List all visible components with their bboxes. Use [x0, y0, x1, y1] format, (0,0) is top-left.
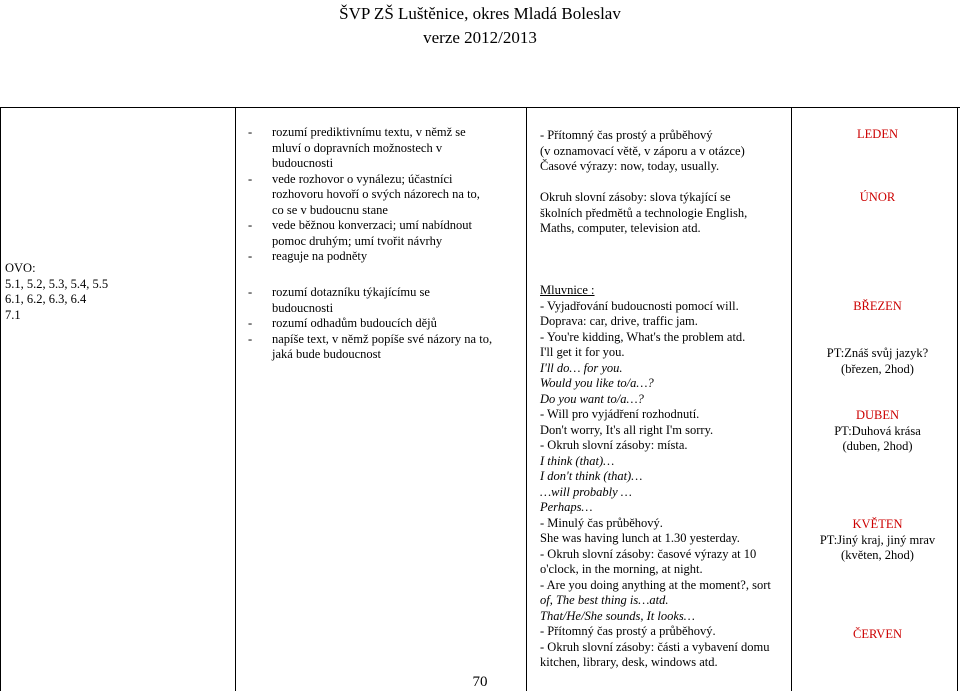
pt-title: PT:Duhová krása	[834, 423, 921, 438]
content-line: Maths, computer, television atd.	[540, 221, 701, 235]
outcome-line: budoucnosti	[272, 300, 334, 315]
outcome-item	[248, 172, 520, 219]
content-line: Časové výrazy: now, today, usually.	[540, 159, 720, 173]
outcome-line: rozhovoru hovoří o svých názorech na to,	[272, 187, 480, 201]
grammar-block-1	[540, 128, 800, 175]
content-line: - Vyjadřování budoucnosti pomocí will.	[540, 298, 739, 313]
content-line: - Are you doing anything at the moment?, sort	[540, 577, 771, 592]
outcome-item	[248, 249, 520, 265]
ovo-cell	[5, 261, 108, 323]
content-line: I'll do… for you.	[540, 360, 623, 375]
outcome-line: pomoc druhým; umí tvořit návrhy	[272, 233, 443, 248]
content-line: (v oznamovací větě, v záporu a v otázce)	[540, 143, 745, 158]
content-line: - Přítomný čas prostý a průběhový	[540, 128, 713, 142]
pt-title: PT:Jiný kraj, jiný mrav	[819, 532, 936, 547]
outcome-line: rozumí dotazníku týkajícímu se	[272, 285, 430, 299]
outcome-item	[248, 316, 520, 332]
schedule-kveten	[800, 517, 955, 564]
mluvnice-lines	[540, 299, 800, 671]
outcome-item	[248, 125, 520, 172]
table-right-border	[957, 107, 958, 691]
schedule-pt1	[800, 346, 955, 377]
column-divider-1	[235, 107, 236, 691]
content-line: - Okruh slovní zásoby: místa.	[540, 438, 688, 452]
outcome-line: rozumí prediktivnímu textu, v němž se	[272, 125, 466, 139]
content-line: That/He/She sounds, It looks…	[540, 608, 695, 623]
content-line: školních předmětů a technologie English,	[540, 205, 748, 220]
schedule-cerven	[800, 627, 955, 643]
content-line: I don't think (that)…	[540, 469, 643, 483]
content-line: Do you want to/a…?	[540, 391, 644, 406]
outcome-line: co se v budoucnu stane	[272, 202, 388, 217]
outcome-line: budoucnosti	[272, 156, 334, 170]
content-line: Would you like to/a…?	[540, 376, 654, 390]
page-number: 70	[472, 674, 488, 690]
month-leden: LEDEN	[857, 127, 898, 141]
outcome-item	[248, 285, 520, 316]
table-left-border	[0, 107, 1, 691]
content-line: Doprava: car, drive, traffic jam.	[540, 314, 698, 328]
content-line: o'clock, in the morning, at night.	[540, 562, 703, 576]
mluvnice-block	[540, 283, 800, 671]
pt-detail: (březen, 2hod)	[841, 361, 914, 376]
outcome-item	[248, 332, 520, 363]
outcome-line: jaká bude budoucnost	[272, 347, 382, 361]
outcomes-group-2	[248, 285, 520, 363]
content-line: - Okruh slovní zásoby: části a vybavení domu	[540, 639, 770, 654]
content-line: - Okruh slovní zásoby: časové výrazy at 10	[540, 546, 757, 561]
bullet-dash: -	[248, 171, 253, 186]
document-title: ŠVP ZŠ Luštěnice, okres Mladá Boleslav	[339, 4, 621, 23]
month-kveten: KVĚTEN	[852, 517, 903, 531]
schedule-unor	[800, 190, 955, 206]
content-line: of, The best thing is…atd.	[540, 593, 669, 607]
content-line: - You're kidding, What's the problem atd.	[540, 329, 746, 344]
outcome-line: reaguje na podněty	[272, 249, 368, 263]
schedule-leden	[800, 127, 955, 143]
bullet-dash: -	[248, 249, 253, 263]
month-cerven: ČERVEN	[853, 627, 902, 641]
content-line: Don't worry, It's all right I'm sorry.	[540, 422, 714, 437]
table-top-border	[0, 107, 960, 108]
pt-detail: (duben, 2hod)	[842, 439, 913, 453]
outcome-line: vede rozhovor o vynálezu; účastníci	[272, 171, 453, 186]
ovo-label: OVO:	[5, 261, 36, 275]
content-line: Perhaps…	[540, 500, 593, 514]
pt-detail: (květen, 2hod)	[841, 548, 914, 562]
document-version: verze 2012/2013	[423, 28, 537, 47]
content-line: - Will pro vyjádření rozhodnutí.	[540, 407, 700, 421]
outcome-line: mluví o dopravních možnostech v	[272, 140, 443, 155]
ovo-codes-line: 6.1, 6.2, 6.3, 6.4	[5, 292, 87, 306]
mluvnice-heading: Mluvnice :	[540, 283, 595, 297]
month-brezen: BŘEZEN	[853, 299, 902, 313]
outcome-item	[248, 218, 520, 249]
content-line: - Minulý čas průběhový.	[540, 515, 663, 530]
content-line: kitchen, library, desk, windows atd.	[540, 655, 718, 669]
content-line: I'll get it for you.	[540, 345, 625, 359]
content-line: …will probably …	[540, 484, 632, 499]
pt-title: PT:Znáš svůj jazyk?	[826, 346, 929, 360]
outcome-line: napíše text, v němž popíše své názory na to,	[272, 331, 493, 346]
month-duben: DUBEN	[855, 408, 900, 422]
schedule-brezen	[800, 299, 955, 315]
outcome-line: rozumí odhadům budoucích dějů	[272, 316, 437, 330]
content-line: - Přítomný čas prostý a průběhový.	[540, 624, 716, 638]
bullet-dash: -	[248, 218, 253, 232]
month-unor: ÚNOR	[859, 190, 896, 204]
outcome-line: vede běžnou konverzaci; umí nabídnout	[272, 218, 472, 232]
content-line: I think (that)…	[540, 453, 615, 468]
ovo-codes-line: 5.1, 5.2, 5.3, 5.4, 5.5	[5, 276, 109, 291]
content-line: She was having lunch at 1.30 yesterday.	[540, 531, 740, 545]
schedule-duben	[800, 408, 955, 455]
bullet-dash: -	[248, 316, 253, 330]
bullet-dash: -	[248, 331, 253, 346]
content-line: Okruh slovní zásoby: slova týkající se	[540, 190, 731, 204]
column-divider-2	[526, 107, 527, 691]
ovo-codes-line: 7.1	[5, 307, 21, 322]
outcomes-group-1	[248, 125, 520, 265]
bullet-dash: -	[248, 285, 253, 299]
vocabulary-block	[540, 190, 800, 237]
bullet-dash: -	[248, 125, 253, 139]
